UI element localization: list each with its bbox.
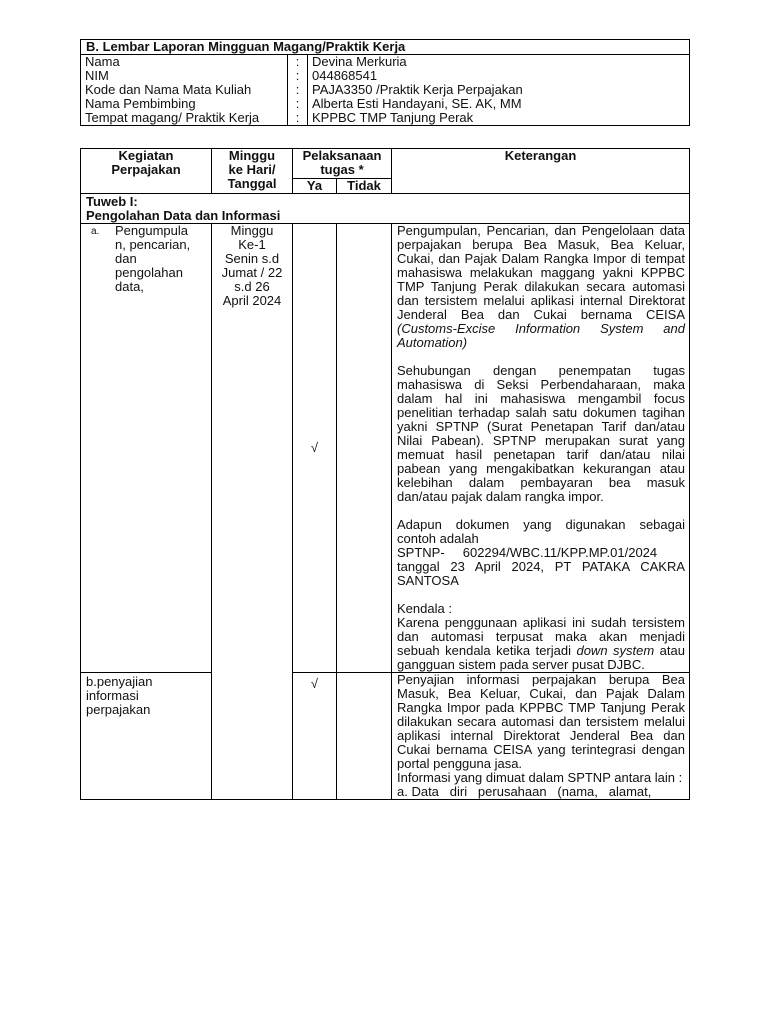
week-line: Senin s.d — [224, 251, 280, 266]
keterangan-italic: (Customs-Excise Information System and Automation) — [397, 321, 685, 350]
week-line: Ke-1 — [238, 237, 266, 252]
activity-text — [115, 224, 190, 294]
header-minggu-line: ke Hari/ — [228, 162, 276, 177]
keterangan-paragraph: Informasi yang dimuat dalam SPTNP antara lain : — [397, 770, 683, 785]
header-pelaksanaan — [293, 149, 392, 179]
label-tempat-magang: Tempat magang/ Praktik Kerja — [81, 111, 288, 126]
label-nim: NIM — [81, 69, 288, 83]
keterangan-paragraph: Penyajian informasi perpajakan berupa Bea Masuk, Bea Keluar, Cukai, dan Pajak Dalam Rangka Impor pada KPPBC TMP Tanjung Perak dilakukan secara automasi dan tersistem melalui aplikasi internal Direktorat Jenderal Bea dan Cukai bernama CEISA yang terintegrasi dengan portal pengguna jasa. — [397, 672, 685, 771]
header-kegiatan — [81, 149, 212, 194]
value-tempat-magang: KPPBC TMP Tanjung Perak — [308, 111, 690, 126]
value-pembimbing: Alberta Esti Handayani, SE. AK, MM — [308, 97, 690, 111]
checkmark-icon: √ — [310, 676, 319, 691]
kendala-label: Kendala : — [397, 601, 452, 616]
check-ya-a — [293, 224, 337, 673]
activity-line: b.penyajian — [86, 674, 153, 689]
activity-line: pengolahan — [115, 265, 183, 280]
activity-line: dan — [115, 251, 137, 266]
separator: : — [288, 83, 308, 97]
activity-marker: a. — [91, 226, 100, 237]
separator: : — [288, 97, 308, 111]
header-minggu — [212, 149, 293, 194]
keterangan-text: Pengumpulan, Pencarian, dan Pengelolaan data perpajakan berupa Bea Masuk, Bea Keluar, Cukai, dan Pajak Dalam Rangka Impor di tempat mahasiswa melakukan maggang yakni KPPBC TMP Tanjung Perak dilakukan secara automasi dan tersistem melalui aplikasi internal Direktorat Jenderal Bea dan Cukai bernama CEISA — [397, 223, 685, 322]
separator: : — [288, 111, 308, 126]
keterangan-text: Karena penggunaan aplikasi ini sudah tersistem dan automasi terpusat maka akan menjadi sebuah kendala ketika terjadi — [397, 615, 685, 658]
activity-cell-b — [81, 673, 212, 800]
header-minggu-line: Minggu — [228, 148, 276, 163]
activity-line: data, — [115, 279, 144, 294]
value-nama: Devina Merkuria — [308, 55, 690, 70]
section-heading-line: Pengolahan Data dan Informasi — [86, 208, 281, 223]
activity-line: informasi — [86, 688, 139, 703]
keterangan-italic: down system — [576, 643, 655, 658]
activity-cell-a — [81, 224, 212, 673]
header-keterangan: Keterangan — [392, 149, 690, 194]
document-number: SPTNP- 602294/WBC.11/KPP.MP.01/2024 — [397, 545, 658, 560]
week-line: April 2024 — [222, 293, 282, 308]
check-tidak-b — [337, 673, 392, 800]
check-ya-b — [293, 673, 337, 800]
label-pembimbing: Nama Pembimbing — [81, 97, 288, 111]
report-table — [80, 148, 690, 800]
week-cell — [212, 224, 293, 800]
week-line: Jumat / 22 — [221, 265, 283, 280]
separator: : — [288, 69, 308, 83]
week-line: Minggu — [230, 223, 274, 238]
header-kegiatan-line: Perpajakan — [111, 162, 181, 177]
keterangan-paragraph: Adapun dokumen yang digunakan sebagai contoh adalah — [397, 517, 685, 546]
keterangan-paragraph: tanggal 23 April 2024, PT PATAKA CAKRA SANTOSA — [397, 559, 685, 588]
activity-line: Pengumpula — [115, 223, 188, 238]
header-tidak: Tidak — [337, 179, 392, 194]
section-heading-line: Tuweb I: — [86, 194, 138, 209]
header-ya: Ya — [293, 179, 337, 194]
keterangan-paragraph — [397, 616, 685, 672]
value-mata-kuliah: PAJA3350 /Praktik Kerja Perpajakan — [308, 83, 690, 97]
activity-line: perpajakan — [86, 702, 151, 717]
keterangan-list-item: a. Data diri perusahaan (nama, alamat, — [397, 784, 652, 799]
value-nim: 044868541 — [308, 69, 690, 83]
keterangan-text: atau gangguan sistem pada server pusat DJBC. — [397, 643, 685, 672]
separator: : — [288, 55, 308, 70]
week-line: s.d 26 — [234, 279, 270, 294]
section-heading — [81, 194, 690, 224]
keterangan-paragraph — [397, 224, 685, 350]
form-title: B. Lembar Laporan Mingguan Magang/Praktik Kerja — [81, 40, 690, 55]
header-pelaksanaan-line: tugas * — [320, 162, 364, 177]
check-tidak-a — [337, 224, 392, 673]
label-mata-kuliah: Kode dan Nama Mata Kuliah — [81, 83, 288, 97]
header-pelaksanaan-line: Pelaksanaan — [302, 148, 382, 163]
keterangan-cell-b — [392, 673, 690, 800]
keterangan-paragraph: Sehubungan dengan penempatan tugas mahasiswa di Seksi Perbendaharaan, maka dalam hal ini mahasiswa mengambil focus penelitian terhadap salah satu dokumen tagihan yakni SPTNP (Surat Penetapan Tarif dan/atau Nilai Pabean). SPTNP merupakan surat yang memuat hasil penetapan tarif dan/atau nilai pabean yang mengakibatkan kekurangan atau kelebihan dalam pembayaran bea masuk dan/atau pajak dalam rangka impor. — [397, 363, 685, 504]
checkmark-icon: √ — [310, 440, 319, 455]
keterangan-cell-a — [392, 224, 690, 673]
activity-line: n, pencarian, — [115, 237, 191, 252]
header-minggu-line: Tanggal — [227, 176, 277, 191]
header-kegiatan-line: Kegiatan — [118, 148, 174, 163]
identity-table — [80, 39, 690, 126]
label-nama: Nama — [81, 55, 288, 70]
